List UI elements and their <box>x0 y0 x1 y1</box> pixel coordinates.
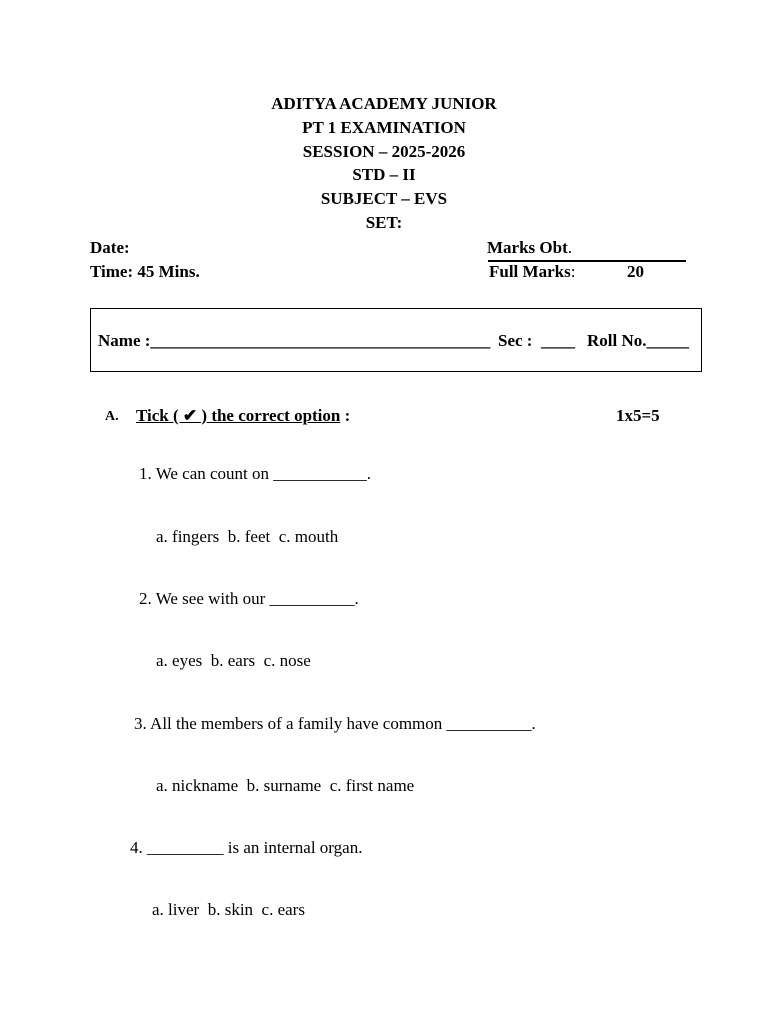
marks-obtained-dot: . <box>567 238 572 257</box>
date-label: Date: <box>90 238 130 257</box>
section-letter: A. <box>105 409 119 424</box>
section-heading <box>136 406 350 426</box>
time-label: Time: 45 Mins. <box>90 262 200 281</box>
marks-obtained-label: Marks Obt <box>487 238 568 257</box>
full-marks-value: 20 <box>627 262 644 281</box>
exam-title: PT 1 EXAMINATION <box>302 118 466 137</box>
question-1-options: a. fingers b. feet c. mouth <box>156 527 339 546</box>
question-2-options: a. eyes b. ears c. nose <box>156 651 311 670</box>
question-2: 2. We see with our __________. <box>139 589 359 608</box>
question-4: 4. _________ is an internal organ. <box>130 838 363 857</box>
roll-number-field: Roll No._____ <box>587 331 689 350</box>
name-field: Name :________________________________________ <box>98 331 491 350</box>
set-line: SET: <box>365 213 403 232</box>
question-4-options: a. liver b. skin c. ears <box>152 900 305 919</box>
full-marks-colon: : <box>570 262 576 281</box>
session-line: SESSION – 2025-2026 <box>302 142 466 161</box>
std-line: STD – II <box>352 165 416 184</box>
full-marks-label: Full Marks <box>489 262 571 281</box>
section-marks: 1x5=5 <box>616 406 660 425</box>
full-marks <box>489 262 575 282</box>
school-name: ADITYA ACADEMY JUNIOR <box>271 94 497 113</box>
question-1: 1. We can count on ___________. <box>139 464 372 483</box>
section-colon: : <box>340 406 351 425</box>
section-field: Sec : ____ <box>498 331 575 350</box>
section-title: Tick ( ✔ ) the correct option <box>136 406 341 425</box>
marks-obtained <box>487 238 572 258</box>
subject-line: SUBJECT – EVS <box>320 189 448 208</box>
question-3: 3. All the members of a family have common __________. <box>134 714 536 733</box>
question-3-options: a. nickname b. surname c. first name <box>156 776 415 795</box>
